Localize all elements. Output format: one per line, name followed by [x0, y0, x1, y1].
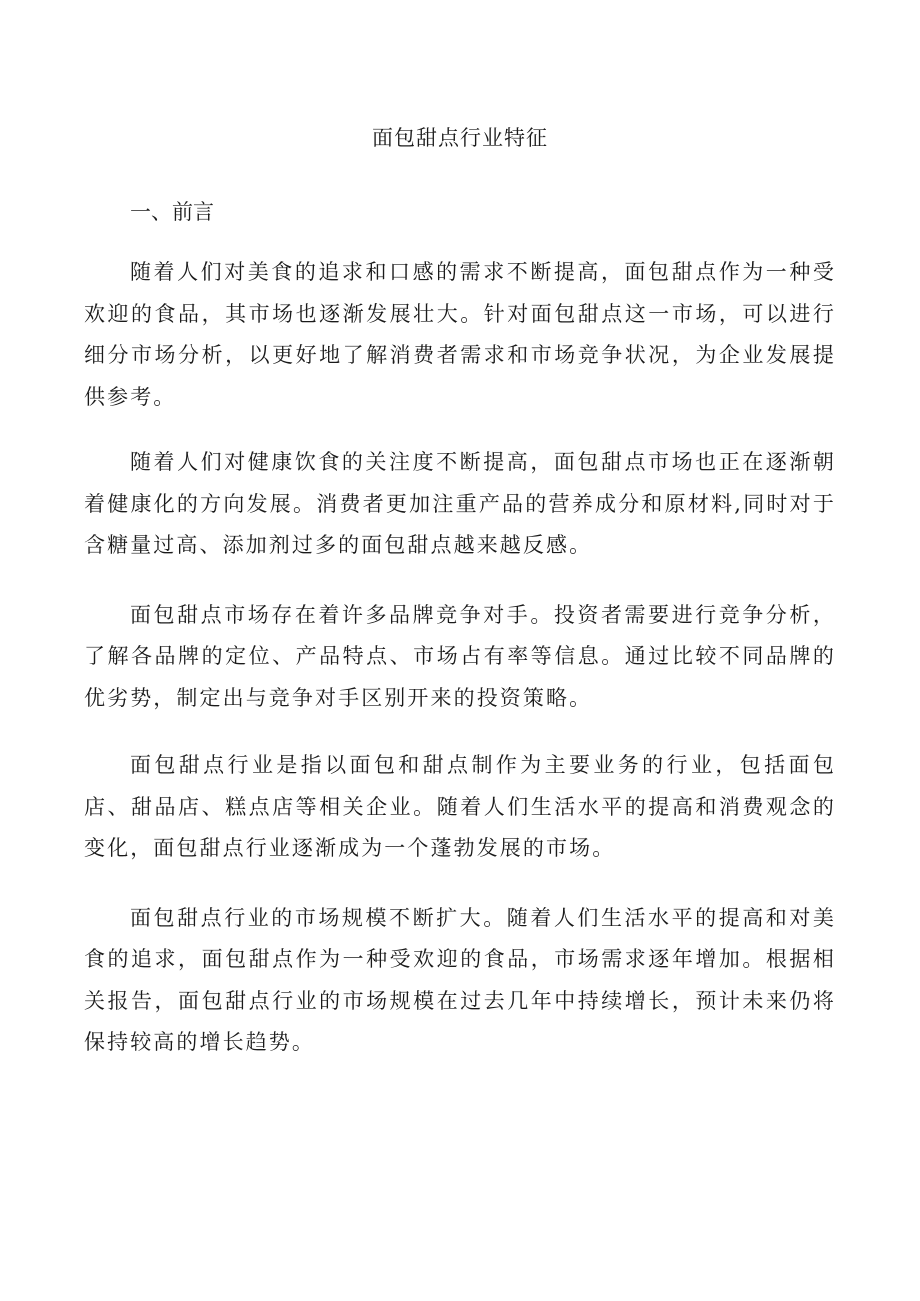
- paragraph: 面包甜点行业的市场规模不断扩大。随着人们生活水平的提高和对美食的追求，面包甜点作为一种受欢迎的食品，市场需求逐年增加。根据相关报告，面包甜点行业的市场规模在过去几年中持续增长，预计未来仍将保持较高的增长趋势。: [84, 905, 836, 1054]
- paragraph: 随着人们对健康饮食的关注度不断提高，面包甜点市场也正在逐渐朝着健康化的方向发展。消费者更加注重产品的营养成分和原材料,同时对于含糖量过高、添加剂过多的面包甜点越来越反感。: [84, 450, 836, 557]
- document-body: [84, 252, 836, 1088]
- paragraph: 面包甜点市场存在着许多品牌竞争对手。投资者需要进行竞争分析，了解各品牌的定位、产品特点、市场占有率等信息。通过比较不同品牌的优劣势，制定出与竞争对手区别开来的投资策略。: [84, 602, 836, 710]
- paragraph: 随着人们对美食的追求和口感的需求不断提高，面包甜点作为一种受欢迎的食品，其市场也逐渐发展壮大。针对面包甜点这一市场，可以进行细分市场分析，以更好地了解消费者需求和市场竞争状况，为企业发展提供参考。: [84, 260, 836, 409]
- paragraph: 面包甜点行业是指以面包和甜点制作为主要业务的行业，包括面包店、甜品店、糕点店等相关企业。随着人们生活水平的提高和消费观念的变化，面包甜点行业逐渐成为一个蓬勃发展的市场。: [84, 753, 836, 860]
- document-title: 面包甜点行业特征: [372, 126, 548, 150]
- section-heading: 一、前言: [130, 200, 214, 224]
